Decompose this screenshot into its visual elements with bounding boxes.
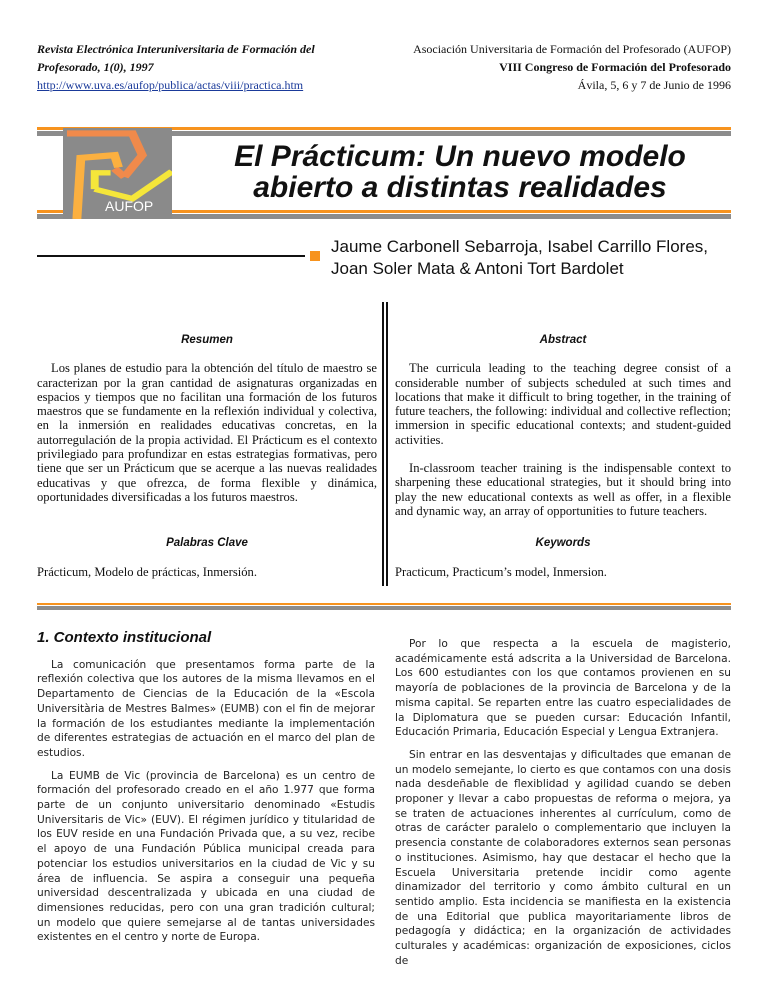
authors-bullet-icon xyxy=(310,251,320,261)
palabras-clave-text: Prácticum, Modelo de prácticas, Inmersión. xyxy=(37,564,257,579)
authors-rule xyxy=(37,255,305,257)
resumen-text: Los planes de estudio para la obtención del título de maestro se caracterizan por la gran cantidad de asignaturas organizadas en espacios y tiempos que no facilitan una formación de los futuros maestros que se fundamente en la reflexión individual y colectiva, en la inmersión en realidades educativas concretas, en la autorregulación de la propia actividad. El Prácticum es el contexto privilegiado para profundizar en estas estrategias formativas, pero tiene que ser un Prácticum que se acerque a las nuevas realidades educativas y que ofrezca, de forma flexible y dinámica, oportunidades diversificadas a los futuros maestros. xyxy=(37,361,377,504)
abstract-paragraph-2: In-classroom teacher training is the indispensable context to sharpening these educational strategies, but it should bring into play the new educational contexts as well as offer, in a flexible and dynamic way, an array of opportunities to future teachers. xyxy=(395,461,731,518)
body-paragraph: Sin entrar en las desventajas y dificultades que emanan de un modelo semejante, lo cierto es que contamos con una dosis nada desdeñable de flexiblidad y agilidad cuando se deben proponer y llevar a cabo propuestas de reforma o mejora, ya se traten de actuaciones inherentes al currículum, como de otras de carácter paralelo o complementario que incluyen la presencia constante de colaboradores externos sean personas o instituciones. Asimismo, hay que destacar el hecho que la Escuela Universitaria pretende incidir como agente dinamizador del territorio y como ámbito cultural en un sentido amplio. Esta incidencia se manifiesta en la existencia de una Editorial que publica mayoritariamente libros de pedagogía y didáctica; en la organización de actividades culturales y académicas: organización de exposiciones, ciclos de xyxy=(395,748,731,967)
association-name: Asociación Universitaria de Formación del Profesorado (AUFOP) xyxy=(413,42,731,56)
body-column-right xyxy=(395,637,731,976)
palabras-clave-heading: Palabras Clave xyxy=(166,537,248,550)
article-url-link[interactable]: http://www.uva.es/aufop/publica/actas/viii/practica.htm xyxy=(37,78,304,92)
resumen-heading: Resumen xyxy=(181,334,233,346)
abstract-spanish xyxy=(37,333,377,579)
section-gray-rule xyxy=(37,606,731,610)
keywords-text: Practicum, Practicum’s model, Inmersion. xyxy=(395,564,607,579)
column-divider-right xyxy=(386,302,388,586)
journal-issue: Profesorado, 1(0), 1997 xyxy=(37,60,154,74)
authors-line-2: Joan Soler Mata & Antoni Tort Bardolet xyxy=(331,259,624,278)
title-line-2: abierto a distintas realidades xyxy=(253,171,667,204)
column-divider-left xyxy=(382,302,384,586)
body-paragraph: La EUMB de Vic (provincia de Barcelona) es un centro de formación del profesorado creado en el año 1.977 que forma parte de un conjunto universitario denominado «Estudis Universitaris de Vic» (EUV). El régimen jurídico y titularidad de los EUV reside en una Fundación Privada que, a su vez, recibe el apoyo de una Fundación Pública municipal creada para potenciar los estudios universitarios en la ciudad de Vic y su área de influencia. Se aspira a conseguir una pequeña universidad descentralizada y ubicada en una ciudad de dimensiones reducidas, pero con una gran tradición cultural; un modelo que quiere semejarse al de tantas universidades existentes en el centro y norte de Europa. xyxy=(37,769,375,944)
congress-info xyxy=(331,40,731,94)
journal-citation xyxy=(37,40,357,94)
body-column-left xyxy=(37,631,375,953)
title-line-1: El Prácticum: Un nuevo modelo xyxy=(234,140,686,173)
body-paragraph: La comunicación que presentamos forma parte de la reflexión colectiva que los autores de la misma llevamos en el Departamento de Ciencias de la Educación de la «Escola Universitària de Mestres Balmes» (EUMB) con el fin de mejorar la formación de los estudiantes mediante la implementación de diferentes estrategias de actuación en el marco del plan de estudios. xyxy=(37,658,375,759)
congress-place-date: Ávila, 5, 6 y 7 de Junio de 1996 xyxy=(577,78,731,92)
abstract-english xyxy=(395,333,731,579)
section-orange-rule xyxy=(37,603,731,605)
abstract-paragraph-1: The curricula leading to the teaching degree consist of a considerable number of subjects scheduled at such times and locations that make it difficult to bring together, in the training of future teachers, the following: individual and collective reflection; immersion in specific educational contexts; and student-guided activities. xyxy=(395,361,731,447)
article-title xyxy=(180,141,740,203)
section-heading: 1. Contexto institucional xyxy=(37,629,212,646)
body-paragraph: Por lo que respecta a la escuela de magisterio, académicamente está adscrita a la Universidad de Barcelona. Los 600 estudiantes con los que contamos provienen en su mayoría de poblaciones de la provincia de Barcelona y de la misma capital. Se reparten entre las cuatro especialidades de la Diplomatura que se pueden cursar: Educación Infantil, Educación Primaria, Educación Especial y Lengua Extranjera. xyxy=(395,638,731,739)
authors xyxy=(331,236,708,280)
keywords-heading: Keywords xyxy=(535,537,591,550)
authors-line-1: Jaume Carbonell Sebarroja, Isabel Carrillo Flores, xyxy=(331,237,708,256)
congress-name: VIII Congreso de Formación del Profesorado xyxy=(499,60,731,74)
aufop-logo xyxy=(63,128,172,219)
abstract-heading: Abstract xyxy=(539,334,587,346)
journal-name: Revista Electrónica Interuniversitaria de Formación del xyxy=(37,42,315,56)
logo-text: AUFOP xyxy=(105,198,154,214)
